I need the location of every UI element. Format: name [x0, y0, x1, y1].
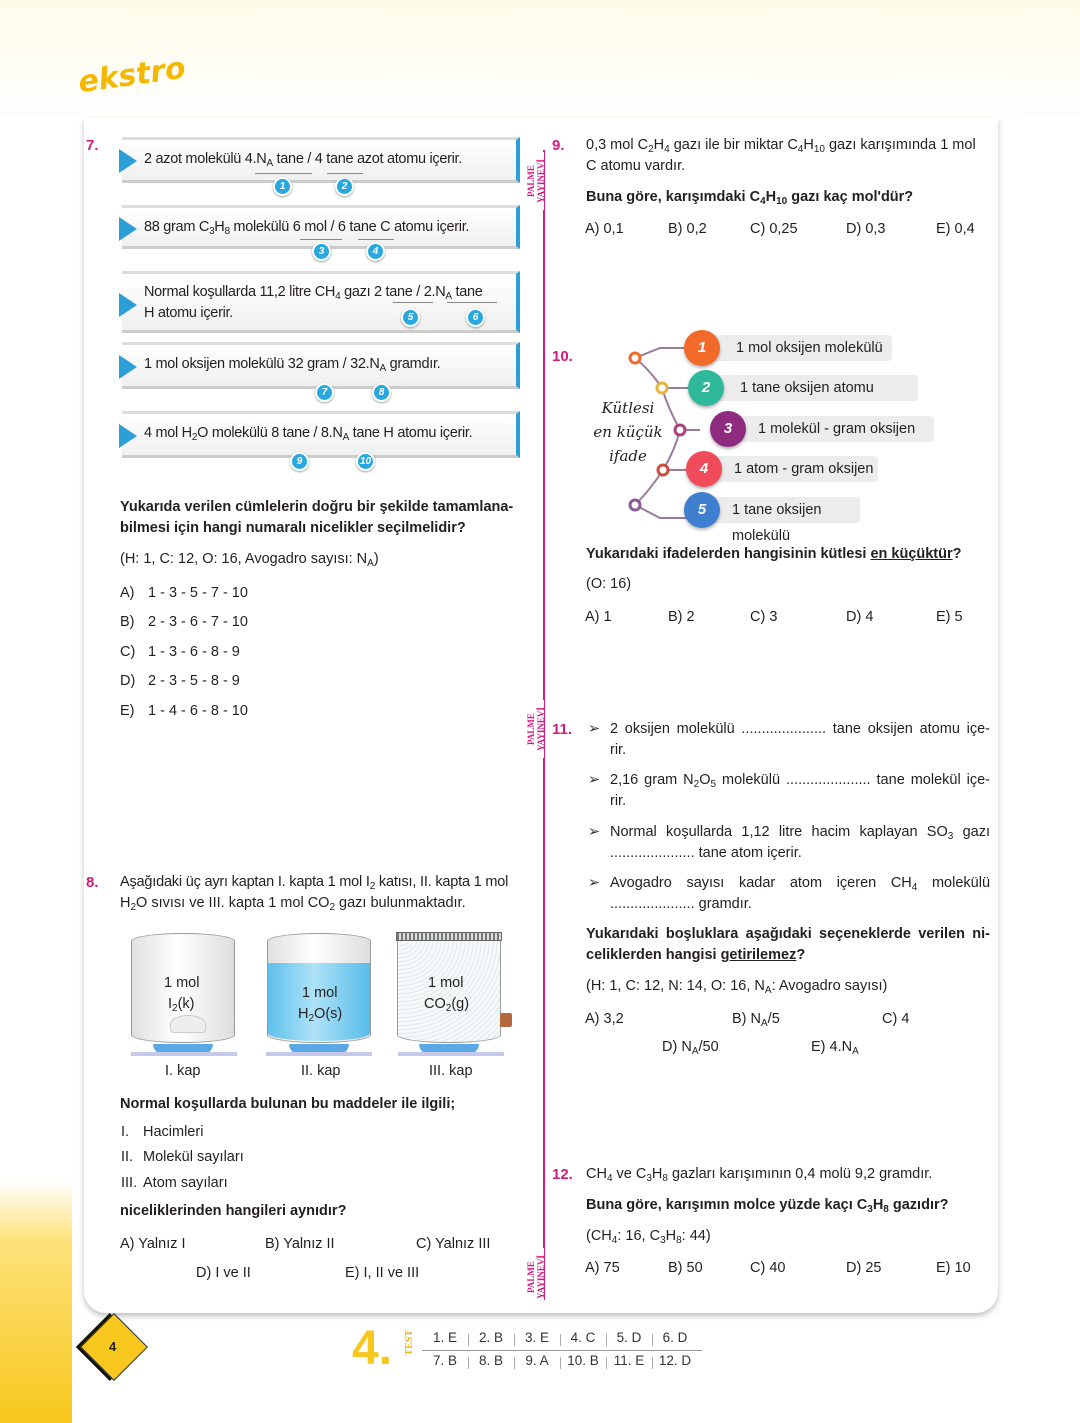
answer-cell: 9. A	[525, 1353, 549, 1368]
given-data: (H: 1, C: 12, O: 16, Avogadro sayısı: $N_A$)	[120, 551, 379, 569]
fill-in-text: Normal koşullarda 1,12 litre hacim kaplayan $SO_3$ gazı	[610, 824, 990, 842]
answer-separator	[560, 1357, 561, 1369]
answer-separator	[468, 1357, 469, 1369]
caption-line: en küçük	[593, 423, 663, 441]
answer-separator	[652, 1334, 653, 1346]
fill-in-text: 2,16 gram $N_2O_5$ molekülü ..................... tane molekül içe-	[610, 772, 990, 790]
container-substance: $CO_2(g)$	[424, 996, 470, 1014]
option-e[interactable]: E) 10	[936, 1260, 971, 1276]
option-letter: B)	[120, 614, 135, 630]
given-data: (H: 1, C: 12, N: 14, O: 16, $N_A$: Avogadro sayısı)	[586, 978, 888, 996]
question-number: 11.	[552, 721, 573, 738]
item-number: I.	[121, 1124, 130, 1140]
question-text: Aşağıdaki üç ayrı kaptan I. kapta 1 mol $I_2$ katısı, II. kapta 1 mol	[120, 874, 509, 892]
arrow-icon	[119, 149, 137, 173]
item-number: III.	[121, 1175, 138, 1191]
arrow-icon	[119, 293, 137, 317]
container-amount: 1 mol	[428, 975, 464, 991]
statement-text: 1 mol oksijen molekülü	[736, 340, 883, 356]
container-label: III. kap	[429, 1063, 473, 1079]
answer-separator	[468, 1334, 469, 1346]
option-c[interactable]: C) Yalnız III	[416, 1236, 491, 1252]
number-marker: 7	[315, 383, 334, 402]
option-c[interactable]: C) 4	[882, 1011, 910, 1027]
question-text: niceliklerinden hangileri aynıdır?	[120, 1203, 347, 1219]
option-a[interactable]: A) 0,1	[585, 221, 624, 237]
bullet-arrow-icon: ➢	[588, 875, 601, 891]
option-a[interactable]: A) 75	[585, 1260, 620, 1276]
option-letter: D)	[120, 673, 136, 689]
given-data: ($CH_4$: 16, $C_3H_8$: 44)	[586, 1228, 711, 1246]
statement-text: 1 tane oksijen molekülü	[732, 502, 822, 544]
number-marker: 9	[290, 452, 309, 471]
option-e[interactable]: E) I, II ve III	[345, 1265, 420, 1281]
answer-separator	[606, 1334, 607, 1346]
question-text: bilmesi için hangi numaralı nicelikler seçilmelidir?	[120, 520, 466, 536]
container-amount: 1 mol	[164, 975, 200, 991]
statement-box	[122, 342, 520, 389]
option-c[interactable]: C) 3	[750, 609, 778, 625]
number-marker: 5	[401, 308, 420, 327]
question-number: 9.	[552, 137, 565, 154]
statement-text: 1 mol oksijen molekülü 32 gram / $32.N_A$ gramdır.	[144, 356, 441, 374]
test-number: 4.	[352, 1322, 393, 1375]
option-e[interactable]: E) $4.N_A$	[811, 1039, 859, 1057]
question-text: 0,3 mol $C_2H_4$ gazı ile bir miktar $C_4H_{10}$ gazı karışımında 1 mol	[586, 137, 976, 155]
question-number: 10.	[552, 348, 573, 365]
answer-cell: 7. B	[432, 1353, 457, 1368]
answer-separator	[514, 1357, 515, 1369]
statement-text: Normal koşullarda 11,2 litre $CH_4$ gazı 2 tane / $2.N_A$ tane	[144, 284, 483, 302]
solid-pile	[170, 1015, 206, 1033]
option-b[interactable]: B) Yalnız II	[265, 1236, 335, 1252]
fill-in-text: rir.	[610, 793, 627, 809]
option-d[interactable]: D) I ve II	[196, 1265, 251, 1281]
option-b[interactable]: B) $N_A/5$	[732, 1011, 780, 1029]
given-data: (O: 16)	[586, 576, 632, 592]
arrow-icon	[119, 217, 137, 241]
statement-text: 2 azot molekülü $4.N_A$ tane / 4 tane azot atomu içerir.	[144, 151, 463, 169]
option-value: 1 - 3 - 6 - 8 - 9	[148, 644, 240, 660]
answer-cell: 5. D	[616, 1330, 642, 1345]
answer-cell: 8. B	[478, 1353, 503, 1368]
bullet-arrow-icon: ➢	[588, 721, 601, 737]
option-c[interactable]: C) 40	[750, 1260, 786, 1276]
option-value: 1 - 3 - 5 - 7 - 10	[148, 585, 248, 601]
publisher-logo: PALME YAYINEVİ	[526, 700, 544, 758]
answer-cell: 12. D	[658, 1353, 692, 1368]
option-letter: A)	[120, 585, 135, 601]
question-number: 8.	[86, 874, 99, 891]
option-letter: E)	[120, 703, 135, 719]
question-text: Yukarıda verilen cümlelerin doğru bir şekilde tamamlana-	[120, 499, 514, 515]
number-marker: 3	[312, 242, 331, 261]
answer-key-rule	[422, 1350, 702, 1351]
number-marker: 4	[366, 242, 385, 261]
bullet-arrow-icon: ➢	[588, 772, 601, 788]
answer-key	[422, 1328, 704, 1376]
option-value: 2 - 3 - 5 - 8 - 9	[148, 673, 240, 689]
caption-line: ifade	[609, 447, 647, 465]
statement-box	[122, 411, 520, 458]
question-text: $H_2O$ sıvısı ve III. kapta 1 mol $CO_2$ gazı bulunmaktadır.	[120, 895, 466, 913]
question-number: 12.	[552, 1166, 573, 1183]
statement-text: 88 gram $C_3H_8$ molekülü 6 mol / 6 tane C atomu içerir.	[144, 219, 470, 237]
answer-separator	[652, 1357, 653, 1369]
statement-item	[714, 416, 934, 442]
question-text: Yukarıdaki ifadelerden hangisinin kütlesi en küçüktür?	[586, 546, 962, 562]
item-text: Atom sayıları	[143, 1175, 228, 1191]
statement-text: 1 molekül - gram oksijen	[758, 421, 916, 437]
option-a[interactable]	[120, 585, 248, 601]
answer-cell: 3. E	[524, 1330, 549, 1345]
option-b[interactable]: B) 0,2	[668, 221, 707, 237]
answer-cell: 6. D	[662, 1330, 688, 1345]
statement-number-circle: 3	[710, 411, 746, 447]
option-d[interactable]: D) 0,3	[846, 221, 886, 237]
option-value: 1 - 4 - 6 - 8 - 10	[148, 703, 248, 719]
caption-line: Kütlesi	[601, 399, 655, 417]
number-marker: 6	[466, 308, 485, 327]
question-text: C atomu vardır.	[586, 158, 686, 174]
container-amount: 1 mol	[302, 985, 338, 1001]
answer-separator	[606, 1357, 607, 1369]
option-d[interactable]: D) $N_A/50$	[662, 1039, 719, 1057]
answer-cell: 1. E	[432, 1330, 457, 1345]
option-a[interactable]: A) 3,2	[585, 1011, 624, 1027]
plate	[266, 1052, 372, 1056]
container-substance: $H_2O(s)$	[298, 1006, 343, 1024]
item-text: Molekül sayıları	[143, 1149, 244, 1165]
item-number: II.	[121, 1149, 134, 1165]
number-marker: 8	[372, 383, 391, 402]
statement-item	[692, 335, 892, 361]
option-c[interactable]	[120, 644, 240, 660]
fill-in-text: rir.	[610, 742, 627, 758]
valve-icon	[500, 1013, 512, 1027]
statement-box	[122, 137, 520, 183]
plate	[131, 1052, 237, 1056]
option-b[interactable]: B) 2	[668, 609, 695, 625]
side-stripe	[0, 1180, 72, 1423]
option-d[interactable]: D) 25	[846, 1260, 882, 1276]
item-text: Hacimleri	[143, 1124, 204, 1140]
ekstro-logo: ekstro	[76, 50, 188, 101]
number-marker: 10	[356, 452, 375, 471]
publisher-logo: PALME YAYINEVİ	[526, 1248, 544, 1306]
statement-text: 4 mol $H_2O$ molekülü 8 tane / $8.N_A$ tane H atomu içerir.	[144, 425, 473, 443]
statement-number-circle: 5	[684, 492, 720, 528]
answer-cell: 10. B	[567, 1353, 599, 1368]
question-text: $CH_4$ ve $C_3H_8$ gazları karışımının 0,4 molü 9,2 gramdır.	[586, 1166, 933, 1184]
option-b[interactable]	[120, 614, 248, 630]
question-number: 7.	[86, 137, 99, 154]
publisher-logo: PALME YAYINEVİ	[526, 152, 544, 210]
plate	[398, 1052, 504, 1056]
statement-text: H atomu içerir.	[144, 305, 233, 321]
container-substance: $I_2(k)$	[168, 996, 195, 1014]
question-text: Buna göre, karışımdaki $C_4H_{10}$ gazı kaç mol'dür?	[586, 189, 914, 207]
test-label: TEST	[404, 1330, 415, 1356]
statement-text: 1 atom - gram oksijen	[734, 461, 874, 477]
water	[268, 963, 370, 1041]
option-e[interactable]: E) 0,4	[936, 221, 975, 237]
container-label: I. kap	[165, 1063, 201, 1079]
fill-in-text: 2 oksijen molekülü ..................... tane oksijen atomu içe-	[610, 721, 990, 737]
fill-in-text: ..................... tane atom içerir.	[610, 845, 802, 861]
answer-separator	[560, 1334, 561, 1346]
option-letter: C)	[120, 644, 136, 660]
option-e[interactable]: E) 5	[936, 609, 963, 625]
number-marker: 2	[335, 177, 354, 196]
lid	[396, 932, 502, 941]
option-d[interactable]: D) 4	[846, 609, 874, 625]
option-e[interactable]	[120, 703, 248, 719]
number-marker: 1	[273, 177, 292, 196]
arrow-icon	[119, 424, 137, 448]
diagram-caption	[585, 396, 671, 468]
question-text: Yukarıdaki boşluklara aşağıdaki seçeneklerde verilen ni-	[586, 926, 990, 942]
question-text: celiklerden hangisi getirilemez?	[586, 947, 806, 963]
option-b[interactable]: B) 50	[668, 1260, 703, 1276]
fill-in-text: ..................... gramdır.	[610, 896, 752, 912]
option-a[interactable]: A) Yalnız I	[120, 1236, 186, 1252]
option-value: 2 - 3 - 6 - 7 - 10	[148, 614, 248, 630]
answer-cell: 4. C	[570, 1330, 596, 1345]
question-text: Normal koşullarda bulunan bu maddeler ile ilgili;	[120, 1096, 456, 1112]
question-text: Buna göre, karışımın molce yüzde kaçı $C_3H_8$ gazıdır?	[586, 1197, 949, 1215]
statement-item	[696, 375, 918, 401]
statement-text: 1 tane oksijen atomu	[740, 380, 874, 396]
container-label: II. kap	[301, 1063, 341, 1079]
fill-in-text: Avogadro sayısı kadar atom içeren $CH_4$ molekülü	[610, 875, 991, 893]
statement-number-circle: 1	[684, 330, 720, 366]
answer-separator	[514, 1334, 515, 1346]
answer-cell: 2. B	[478, 1330, 503, 1345]
option-c[interactable]: C) 0,25	[750, 221, 798, 237]
option-a[interactable]: A) 1	[585, 609, 612, 625]
option-d[interactable]	[120, 673, 240, 689]
answer-cell: 11. E	[613, 1353, 645, 1368]
bullet-arrow-icon: ➢	[588, 824, 601, 840]
statement-number-circle: 4	[686, 451, 722, 487]
statement-number-circle: 2	[688, 370, 724, 406]
page-number: 4	[109, 1339, 117, 1354]
arrow-icon	[119, 355, 137, 379]
